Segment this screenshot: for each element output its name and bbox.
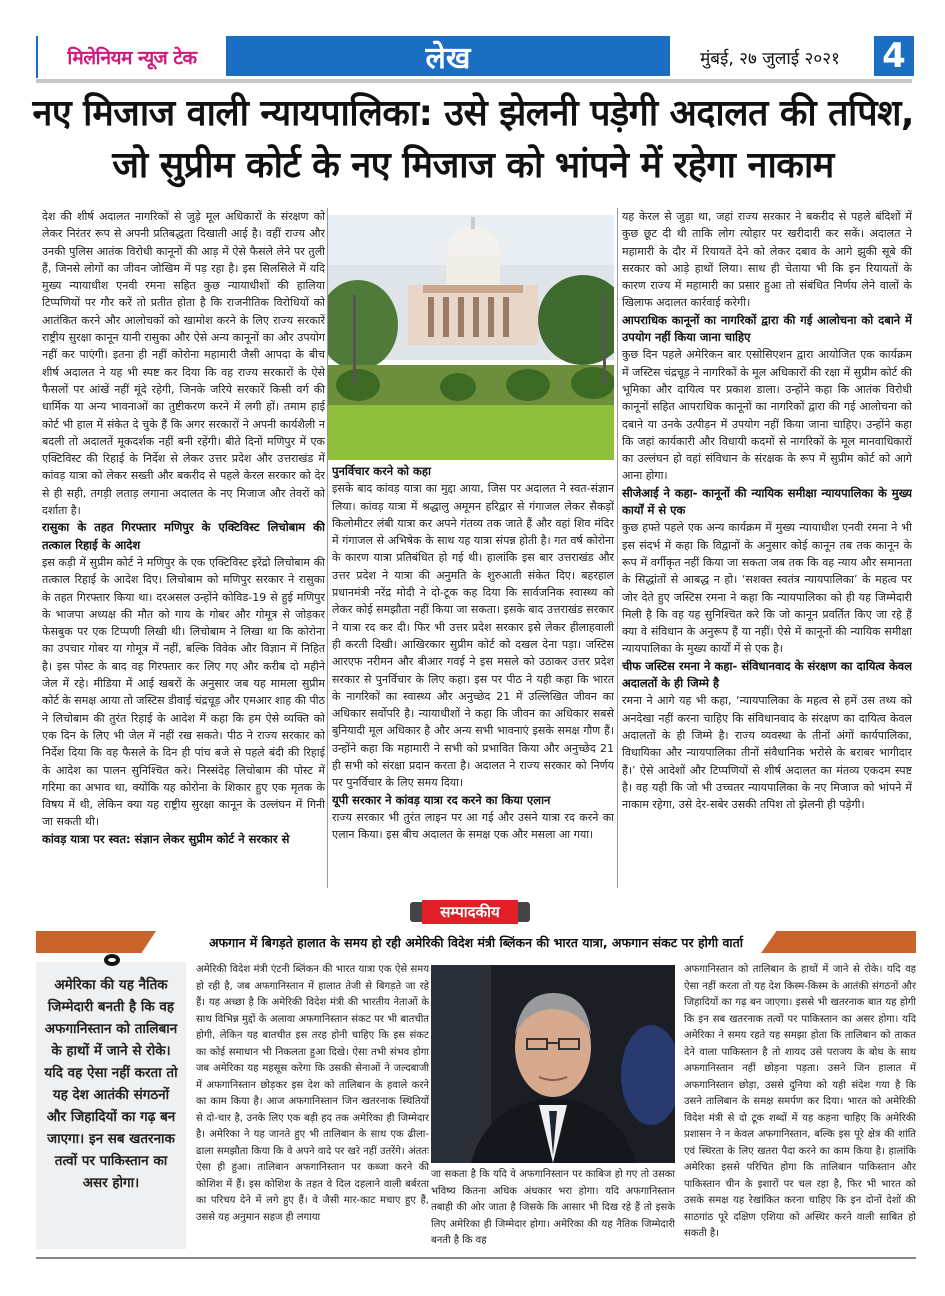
orange-bar-right bbox=[761, 931, 916, 953]
editorial-headline-bar bbox=[36, 931, 916, 955]
ribbon-end bbox=[516, 902, 530, 922]
article-paragraph: देश की शीर्ष अदालत नागरिकों से जुड़े मूल अधिकारों के संरक्षण को लेकर निरंतर रूप से अपनी प्रतिबद्धता दिखाती आई है। वहीं राज्य और उनकी पुलिस आतंक विरोधी कानूनों की आड़ में ऐसे फैसले लेने पर तुली हैं, जिनसे लोगों का जीवन जोखिम में पड़ रहा है। इस सिलसिले में यदि मुख्य न्यायाधीश एनवी रमना सहित कुछ न्यायाधीशों की हालिया टिप्पणियों पर गौर करें तो प्रतीत होता है कि राजनीतिक विरोधियों को आतंकित करने और आलोचकों को खामोश करने के लिए राज्य सरकारें राष्ट्रीय सुरक्षा कानून यानी रासुका और ऐसे अन्य कानूनों का और उपयोग नहीं कर पाएंगी। इतना ही नहीं कोरोना महामारी जैसी आपदा के बीच शीर्ष अदालत ने यह भी स्पष्ट कर दिया कि वह राज्य सरकारों के ऐसे फैसलों पर आंखें नहीं मूंदे रहेगी, जिनके जरिये सरकारें किसी वर्ग की धार्मिक या अन्य भावनाओं का तुष्टीकरण करने में लगी हों। तमाम हाई कोर्ट भी हाल में संकेत दे चुके हैं कि अगर सरकारों ने अपनी कार्यशैली न बदली तो अदालतें मूकदर्शक नहीं बनी रहेंगी। बीते दिनों मणिपुर में एक एक्टिविस्ट की रिहाई के निर्देश से लेकर उत्तर प्रदेश और उत्तराखंड में कांवड़ यात्रा को लेकर सख्ती और बकरीद से पहले केरल सरकार को देर से ही सही, तगड़ी लताड़ लगाना अदालत के नए मिजाज और तेवरों को दर्शाता है। bbox=[42, 210, 325, 518]
dateline bbox=[670, 36, 870, 78]
brand-logo-text: मिलेनियम न्यूज टेक bbox=[67, 47, 197, 69]
article-paragraph: इसके बाद कांवड़ यात्रा का मुद्दा आया, जिस पर अदालत ने स्वत-संज्ञान लिया। कांवड़ यात्रा में श्रद्धालु अमूमन हरिद्वार से गंगाजल लेकर सैकड़ों किलोमीटर लंबी यात्रा कर अपने गंतव्य तक जाते हैं और वहां शिव मंदिर में गंगाजल से अभिषेक के साथ यह यात्रा संपन्न होती है। गत वर्ष कोरोना के कारण यात्रा प्रतिबंधित हो गई थी। हालांकि इस बार उत्तराखंड और उत्तर प्रदेश ने यात्रा की अनुमति के शुरुआती संकेत दिए। बहरहाल प्रधानमंत्री नरेंद्र मोदी ने दो-टूक कह दिया कि सार्वजनिक स्वास्थ्य को लेकर कोई समझौता नहीं किया जा सकता। इसके बाद उत्तराखंड सरकार ने यात्रा रद कर दी। फिर भी उत्तर प्रदेश सरकार इसे लेकर हीलाहवाली ही करती दिखी। आखिरकार सुप्रीम कोर्ट को दखल देना पड़ा। जस्टिस आरएफ नरीमन और बीआर गवई ने इस मसले को उठाकर उत्तर प्रदेश सरकार से पुनर्विचार के लिए कहा। इस पर पीठ ने यही कहा कि भारत के नागरिकों का स्वास्थ्य और अनुच्छेद 21 में उल्लिखित जीवन का अधिकार सर्वोपरि है। न्यायाधीशों ने कहा कि जीवन का अधिकार सबसे बुनियादी मूल अधिकार है और अन्य सभी भावनाएं इसके समक्ष गौण हैं। उन्होंने कहा कि महामारी ने सभी को प्रभावित किया और अनुच्छेद 21 ही सभी को संरक्षा प्रदान करता है। अदालत ने राज्य सरकार को निर्णय पर पुनर्विचार के लिए समय दिया। bbox=[332, 482, 614, 790]
headline-line-1 bbox=[30, 88, 916, 140]
quote-mark-icon bbox=[104, 954, 120, 966]
editorial-label-text: सम्पादकीय bbox=[440, 903, 500, 921]
article-subheading: आपराधिक कानूनों का नागरिकों द्वारा की गई आलोचना को दबाने में उपयोग नहीं किया जाना चाहिए bbox=[622, 312, 912, 345]
bottom-divider bbox=[36, 1257, 916, 1259]
editorial-headline bbox=[196, 931, 756, 955]
pull-quote-text: अमेरिका की यह नैतिक जिम्मेदारी बनती है कि वह अफगानिस्तान को तालिबान के हाथों में जाने से रोके। यदि वह ऐसा नहीं करता तो यह देश आतंकी संगठनों और जिहादियों का गढ़ बन जाएगा। इन सब खतरनाक तत्वों पर पाकिस्तान का असर होगा। bbox=[44, 977, 178, 1191]
editorial-paragraph: अमेरिकी विदेश मंत्री एंटनी ब्लिंकन की भारत यात्रा एक ऐसे समय हो रही है, जब अफगानिस्तान में हालात तेजी से बिगड़ते जा रहे हैं। यह अच्छा है कि अमेरिकी विदेश मंत्री की भारतीय नेताओं के साथ विभिन्न मुद्दों के अलावा अफगानिस्तान संकट पर भी बातचीत होगी, लेकिन यह बातचीत इस तरह होनी चाहिए कि इस संकट का कोई समाधान भी निकलता हुआ दिखे। ऐसा तभी संभव होगा जब अमेरिका यह महसूस करेगा कि उसकी सेनाओं ने जल्दबाजी में अफगानिस्तान छोड़कर इस देश को तालिबान के हवाले करने का काम किया है। आज अफगानिस्तान जिन खतरनाक स्थितियों से दो-चार है, उनके लिए एक बड़ी हद तक अमेरिका ही जिम्मेदार है। अमेरिका ने यह जानते हुए भी तालिबान के साथ एक ढीला-ढाला समझौता किया कि वे अपने वादे पर खरे नहीं उतरेंगे। अंततः ऐसा ही हुआ। तालिबान अफगानिस्तान पर कब्जा करने की कोशिश में हैं। इस कोशिश के तहत वे दिल दहलाने वाली बर्बरता का परिचय देने में लगे हुए हैं। वे जैसी मार-काट मचाए हुए हैं, उससे यह अनुमान सहज ही लगाया bbox=[196, 964, 429, 1223]
article-subheading: यूपी सरकार ने कांवड़ यात्रा रद करने का किया एलान bbox=[332, 792, 551, 807]
article-paragraph: राज्य सरकार भी तुरंत लाइन पर आ गई और उसने यात्रा रद करने का एलान किया। इस बीच अदालत के समक्ष एक और मसला आ गया। bbox=[332, 810, 614, 842]
headline-line-1-text: नए मिजाज वाली न्यायपालिका: उसे झेलनी पड़ेगी अदालत की तपिश, bbox=[32, 93, 914, 134]
article-subheading: सीजेआई ने कहा- कानूनों की न्यायिक समीक्षा न्यायपालिका के मुख्य कार्यों में से एक bbox=[622, 485, 912, 518]
editorial-banner bbox=[410, 900, 530, 924]
article-subheading: चीफ जस्टिस रमना ने कहा- संविधानवाद के संरक्षण का दायित्व केवल अदालतों के ही जिम्मे है bbox=[622, 658, 912, 691]
article-paragraph: इस कड़ी में सुप्रीम कोर्ट ने मणिपुर के एक एक्टिविस्ट इरेंद्रो लिचोबाम की तत्काल रिहाई के आदेश दिए। लिचोबाम को मणिपुर सरकार ने रासुका के तहत गिरफ्तार किया था। दरअसल उन्होंने कोविड-19 से हुई मणिपुर के भाजपा अध्यक्ष की मौत को गाय के गोबर और गोमूत्र से जोड़कर फेसबुक पर एक टिप्पणी लिखी थी। लिचोबाम ने लिखा था कि कोरोना का उपचार गोबर या गोमूत्र में नहीं, बल्कि विवेक और विज्ञान में निहित है। इस पोस्ट के बाद वह गिरफ्तार कर लिए गए और करीब दो महीने जेल में रहे। मीडिया में आई खबरों के अनुसार जब यह मामला सुप्रीम कोर्ट के समक्ष आया तो जस्टिस डीवाई चंद्रचूड़ और एमआर शाह की पीठ ने लिचोबाम की तुरंत रिहाई के आदेश में कहा कि हम ऐसे व्यक्ति को एक दिन के लिए भी जेल में नहीं रख सकते। पीठ ने राज्य सरकार को निर्देश दिया कि वह फैसले के दिन ही पांच बजे से पहले बंदी की रिहाई के आदेश का पालन सुनिश्चित करे। निस्संदेह लिचोबाम की पोस्ट में गरिमा का अभाव था, क्योंकि यह कोरोना के शिकार हुए एक मृतक के विषय में थी, लेकिन क्या यह राष्ट्रीय सुरक्षा कानून के उल्लंघन में गिनी जा सकती थी। bbox=[42, 555, 325, 829]
editorial-headline-text: अफगान में बिगड़ते हालात के समय हो रही अमेरिकी विदेश मंत्री ब्लिंकन की भारत यात्रा, अफगान संकट पर होगी वार्ता bbox=[208, 935, 743, 950]
main-headline bbox=[30, 88, 916, 200]
editorial-paragraph: जा सकता है कि यदि वे अफगानिस्तान पर काबिज हो गए तो उसका भविष्य कितना अधिक अंधकार भरा होगा। यदि अफगानिस्तान तबाही की ओर जाता है जिसके कि आसार भी दिख रहे हैं तो इसके लिए अमेरिका ही जिम्मेदार होगा। अमेरिका की यह नैतिक जिम्मेदारी बनती है कि वह bbox=[431, 1169, 675, 1246]
section-title bbox=[226, 36, 670, 76]
headline-line-2-text: जो सुप्रीम कोर्ट के नए मिजाज को भांपने में रहेगा नाकाम bbox=[112, 145, 834, 186]
pull-quote bbox=[36, 962, 186, 1249]
brand-logo bbox=[38, 36, 226, 78]
section-title-text: लेख bbox=[425, 40, 471, 76]
editorial-column-3 bbox=[684, 962, 916, 1252]
article-subheading: रासुका के तहत गिरफ्तार मणिपुर के एक्टिविस्ट लिचोबाम की तत्काल रिहाई के आदेश bbox=[42, 520, 325, 552]
header-divider bbox=[36, 79, 912, 83]
article-column-3 bbox=[622, 208, 912, 883]
article-subheading: कांवड़ यात्रा पर स्वत: संज्ञान लेकर सुप्रीम कोर्ट ने सरकार से bbox=[42, 831, 290, 846]
supreme-court-photo bbox=[328, 215, 614, 460]
editorial-label bbox=[422, 900, 518, 924]
headline-line-2 bbox=[30, 140, 916, 192]
masthead bbox=[36, 36, 912, 78]
editorial-column-1 bbox=[196, 962, 429, 1252]
article-column-2 bbox=[332, 463, 614, 883]
article-paragraph: कुछ दिन पहले अमेरिकन बार एसोसिएशन द्वारा आयोजित एक कार्यक्रम में जस्टिस चंद्रचूड़ ने नागरिकों के मूल अधिकारों की रक्षा में सुप्रीम कोर्ट की भूमिका और दायित्व पर प्रकाश डाला। उन्होंने कहा कि आतंक विरोधी कानूनों सहित आपराधिक कानूनों का नागरिकों द्वारा की गई आलोचना को दबाने या उनके उत्पीड़न में उपयोग नहीं किया जाना चाहिए। उन्होंने कहा कि जहां कार्यकारी और विधायी कदमों से नागरिकों के मूल मानवाधिकारों का उल्लंघन हो वहां संविधान के संरक्षक के रूप में सुप्रीम कोर्ट को आगे आना होगा। bbox=[622, 348, 912, 483]
article-paragraph: रमना ने आगे यह भी कहा, ‘न्यायपालिका के महत्व से हमें उस तथ्य को अनदेखा नहीं करना चाहिए कि संविधानवाद के संरक्षण का दायित्व केवल अदालतों के ही जिम्मे है। राज्य व्यवस्था के तीनों अंगों कार्यपालिका, विधायिका और न्यायपालिका तीनों संवैधानिक भरोसे के बराबर भागीदार हैं।’ ऐसे आदेशों और टिप्पणियों से शीर्ष अदालत का मंतव्य एकदम स्पष्ट है। वह यही कि जो भी उच्चतर न्यायपालिका के नए मिजाज को भांपने में नाकाम रहेगा, उसे देर-सबेर उसकी तपिश तो झेलनी ही पड़ेगी। bbox=[622, 694, 912, 812]
orange-bar-left bbox=[36, 931, 156, 953]
blinken-portrait-photo bbox=[431, 965, 675, 1163]
page-number: 4 bbox=[870, 36, 914, 76]
article-subheading: पुनर्विचार करने को कहा bbox=[332, 464, 431, 478]
editorial-paragraph: अफगानिस्तान को तालिबान के हाथों में जाने से रोके। यदि वह ऐसा नहीं करता तो यह देश किस्म-किस्म के आतंकी संगठनों और जिहादियों का गढ़ बन जाएगा। इससे भी खतरनाक बात यह होगी कि इन सब खतरनाक तत्वों पर पाकिस्तान का असर होगा। यदि अमेरिका ने समय रहते यह समझा होता कि तालिबान को ताकत देने वाला पाकिस्तान है तो शायद उसे पराजय के बोध के साथ अफगानिस्तान नहीं छोड़ना पड़ता। उसने जिन हालात में अफगानिस्तान छोड़ा, उससे दुनिया को यही संदेश गया है कि उसने तालिबान के समक्ष समर्पण कर दिया। भारत को अमेरिकी विदेश मंत्री से दो टूक शब्दों में यह कहना चाहिए कि अमेरिकी प्रशासन ने न केवल अफगानिस्तान, बल्कि इस पूरे क्षेत्र की शांति एवं स्थिरता के लिए खतरा पैदा करने का काम किया है। हालांकि अमेरिका इससे परिचित होगा कि तालिबान पाकिस्तान और पाकिस्तान चीन के इशारों पर चल रहा है, फिर भी भारत को उसके समक्ष यह रेखांकित करना चाहिए कि इन दोनों देशों की साठगांठ पूरे दक्षिण एशिया को अस्थिर करने वाली साबित हो सकती है। bbox=[684, 964, 916, 1239]
dateline-text: मुंबई, २७ जुलाई २०२१ bbox=[700, 48, 840, 69]
editorial-column-2 bbox=[431, 1167, 675, 1255]
article-column-1 bbox=[42, 208, 325, 893]
article-paragraph: कुछ हफ्ते पहले एक अन्य कार्यक्रम में मुख्य न्यायाधीश एनवी रमना ने भी इस संदर्भ में कहा कि विद्वानों के अनुसार कोई कानून तब तक कानून के रूप में वर्गीकृत नहीं किया जा सकता जब तक कि वह न्याय और समानता के सिद्धांतों से आबद्ध न हो। ‘सशक्त स्वतंत्र न्यायपालिका’ के महत्व पर जोर देते हुए जस्टिस रमना ने कहा कि न्यायपालिका को ही यह जिम्मेदारी मिली है कि वह यह सुनिश्चित करे कि जो कानून प्रवर्तित किए जा रहे हैं क्या वे संविधान के अनुरूप हैं या नहीं। ऐसे में कानूनों की न्यायिक समीक्षा न्यायपालिका के मुख्य कार्यों में से एक है। bbox=[622, 521, 912, 656]
column-divider bbox=[617, 208, 618, 888]
article-paragraph: यह केरल से जुड़ा था, जहां राज्य सरकार ने बकरीद से पहले बंदिशों में कुछ छूट दी थी ताकि लोग त्योहार पर खरीदारी कर सकें। अदालत ने महामारी के दौर में रियायतें देने को लेकर दबाव के आगे झुकी सूबे की सरकार को आड़े हाथों लिया। साथ ही चेताया भी कि इन रियायतों के कारण राज्य में महामारी का प्रसार हुआ तो संबंधित निर्णय लेने वालों के खिलाफ अदालत कार्रवाई करेगी। bbox=[622, 210, 912, 310]
